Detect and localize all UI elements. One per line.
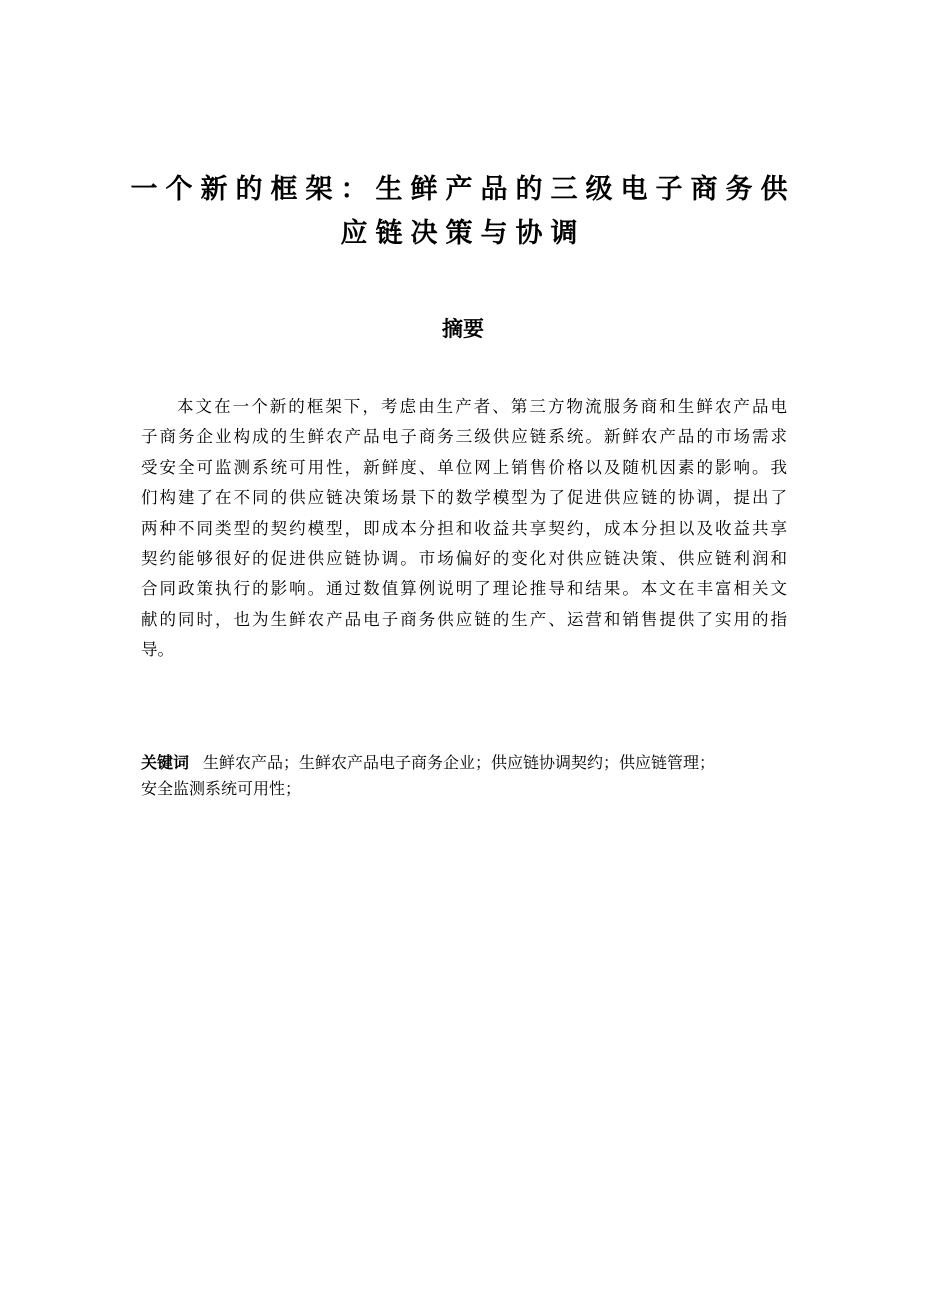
abstract-line: 两种不同类型的契约模型，即成本分担和收益共享契约，成本分担以及收益共享 — [141, 518, 787, 538]
keywords-section — [141, 750, 787, 802]
keywords-label: 关键词 — [141, 753, 190, 772]
keywords-line-2 — [141, 776, 787, 802]
abstract-line: 本文在一个新的框架下，考虑由生产者、第三方物流服务商和生鲜农产品电 — [177, 397, 787, 416]
abstract-line: 子商务企业构成的生鲜农产品电子商务三级供应链系统。新鲜农产品的市场需求 — [141, 427, 787, 447]
abstract-line: 们构建了在不同的供应链决策场景下的数学模型为了促进供应链的协调，提出了 — [141, 488, 787, 508]
abstract-line: 契约能够很好的促进供应链协调。市场偏好的变化对供应链决策、供应链利润和 — [141, 548, 787, 568]
abstract-line: 献的同时，也为生鲜农产品电子商务供应链的生产、运营和销售提供了实用的指 — [141, 609, 787, 629]
keywords-line-1 — [141, 750, 787, 776]
paper-title-line-2: 应链决策与协调 — [340, 218, 586, 249]
keywords-text-2: 安全监测系统可用性； — [141, 779, 302, 798]
paper-title-line-1: 一个新的框架：生鲜产品的三级电子商务供 — [130, 174, 796, 205]
abstract-line: 导。 — [141, 640, 174, 660]
abstract-line: 合同政策执行的影响。通过数值算例说明了理论推导和结果。本文在丰富相关文 — [141, 579, 787, 599]
keywords-text-1: 生鲜农产品；生鲜农产品电子商务企业；供应链协调契约；供应链管理； — [203, 753, 716, 772]
abstract-line: 受安全可监测系统可用性，新鲜度、单位网上销售价格以及随机因素的影响。我 — [141, 457, 787, 477]
abstract-body — [141, 392, 787, 666]
abstract-heading: 摘要 — [442, 317, 484, 341]
